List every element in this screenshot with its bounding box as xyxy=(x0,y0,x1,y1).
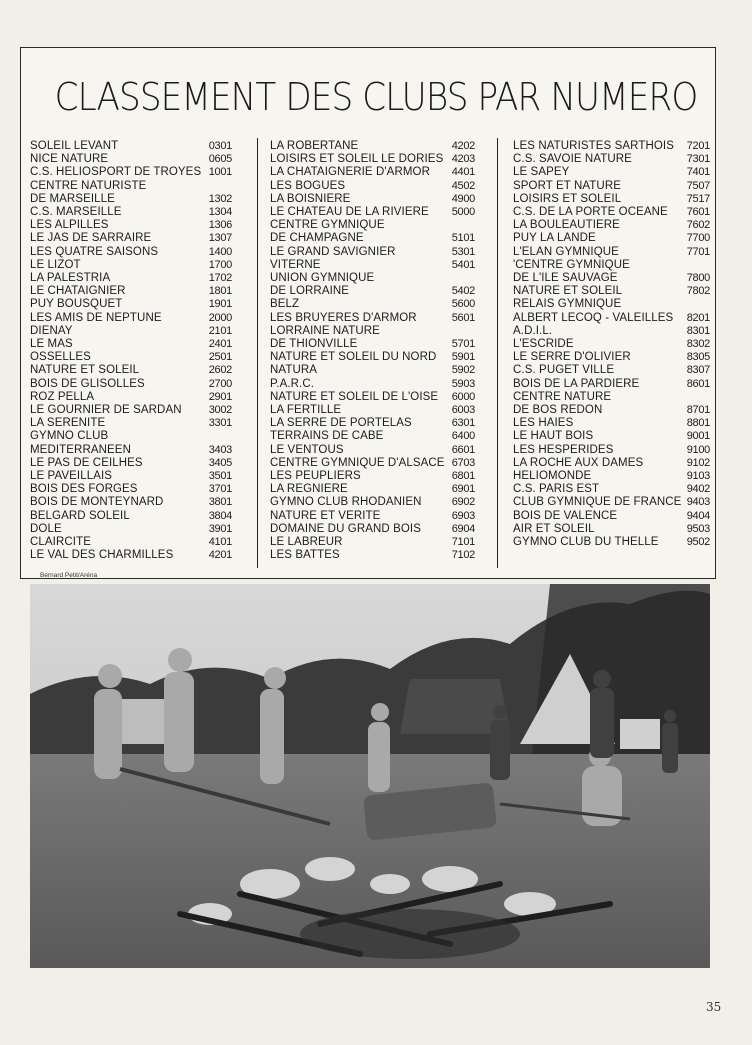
club-name: L'ELAN GYMNIQUE xyxy=(513,245,619,258)
list-item xyxy=(30,444,232,457)
list-item xyxy=(513,272,710,285)
club-number: 5301 xyxy=(451,245,475,258)
list-item xyxy=(513,193,710,206)
list-item xyxy=(270,193,475,206)
club-name: GYMNO CLUB xyxy=(30,430,109,443)
list-item xyxy=(513,430,710,443)
club-name: PUY BOUSQUET xyxy=(30,298,123,311)
club-number: 4900 xyxy=(451,192,475,205)
club-number: 4201 xyxy=(208,549,232,562)
club-number: 3002 xyxy=(208,404,232,417)
club-name: P.A.R.C. xyxy=(270,377,315,390)
list-item xyxy=(513,483,710,496)
club-number: 7602 xyxy=(686,219,710,232)
club-name: GYMNO CLUB RHODANIEN xyxy=(270,496,422,509)
club-name: NICE NATURE xyxy=(30,153,109,166)
club-name: BOIS DES FORGES xyxy=(30,483,138,496)
list-item xyxy=(30,549,232,562)
club-number: 5902 xyxy=(451,364,475,377)
club-number: 4502 xyxy=(451,179,475,192)
list-item xyxy=(270,430,475,443)
club-name: LE CHATEAU DE LA RIVIERE xyxy=(270,206,429,219)
club-name: LE GOURNIER DE SARDAN xyxy=(30,404,182,417)
club-number: 2901 xyxy=(208,390,232,403)
list-item xyxy=(30,338,232,351)
list-item xyxy=(270,378,475,391)
club-name: LE SAPEY xyxy=(513,166,570,179)
list-item xyxy=(270,364,475,377)
club-name: LA BOISNIERE xyxy=(270,192,351,205)
list-item xyxy=(30,298,232,311)
club-name: C.S. SAVOIE NATURE xyxy=(513,153,632,166)
club-number: 2000 xyxy=(208,311,232,324)
club-name: LE GRAND SAVIGNIER xyxy=(270,245,396,258)
club-number: 1702 xyxy=(208,272,232,285)
list-item xyxy=(30,536,232,549)
list-item xyxy=(30,153,232,166)
list-item xyxy=(30,140,232,153)
list-item xyxy=(30,285,232,298)
list-item xyxy=(270,351,475,364)
club-name: LES AMIS DE NEPTUNE xyxy=(30,311,162,324)
club-column-1 xyxy=(30,140,232,563)
club-number: 6903 xyxy=(451,509,475,522)
list-item xyxy=(30,272,232,285)
club-number: 2101 xyxy=(208,324,232,337)
club-name: DOMAINE DU GRAND BOIS xyxy=(270,522,421,535)
list-item xyxy=(513,298,710,311)
club-name: LA PALESTRIA xyxy=(30,272,111,285)
club-name: LA ROCHE AUX DAMES xyxy=(513,456,644,469)
club-name: BELGARD SOLEIL xyxy=(30,509,130,522)
club-name: VITERNE xyxy=(270,258,321,271)
list-item xyxy=(513,391,710,404)
club-number: 1307 xyxy=(208,232,232,245)
club-name: LA SERRE DE PORTELAS xyxy=(270,417,412,430)
list-item xyxy=(513,180,710,193)
club-name: LES PEUPLIERS xyxy=(270,470,361,483)
club-number: 2501 xyxy=(208,351,232,364)
camp-photo xyxy=(30,584,710,968)
list-item xyxy=(30,483,232,496)
club-name: LES ALPILLES xyxy=(30,219,109,232)
list-item xyxy=(513,444,710,457)
club-name: LOISIRS ET SOLEIL LE DORIES xyxy=(270,153,444,166)
club-number: 6601 xyxy=(451,443,475,456)
club-number: 8701 xyxy=(686,404,710,417)
club-name: DIENAY xyxy=(30,324,73,337)
club-number: 7102 xyxy=(451,549,475,562)
list-item xyxy=(513,364,710,377)
list-item xyxy=(270,523,475,536)
club-number: 9001 xyxy=(686,430,710,443)
club-number: 6801 xyxy=(451,470,475,483)
club-number: 5701 xyxy=(451,338,475,351)
club-number: 7401 xyxy=(686,166,710,179)
list-item xyxy=(270,470,475,483)
list-item xyxy=(30,391,232,404)
club-name: NATURE ET SOLEIL xyxy=(30,364,140,377)
list-item xyxy=(270,272,475,285)
club-name: CENTRE GYMNIQUE D'ALSACE xyxy=(270,456,445,469)
club-number: 5601 xyxy=(451,311,475,324)
page-title: CLASSEMENT DES CLUBS PAR NUMERO xyxy=(54,75,698,119)
club-number: 9402 xyxy=(686,483,710,496)
club-number: 3403 xyxy=(208,443,232,456)
club-number: 1400 xyxy=(208,245,232,258)
club-number: 9404 xyxy=(686,509,710,522)
club-number: 8601 xyxy=(686,377,710,390)
club-name: LES BOGUES xyxy=(270,179,346,192)
club-name: LE SERRE D'OLIVIER xyxy=(513,351,631,364)
list-item xyxy=(30,232,232,245)
club-name: LE PAVEILLAIS xyxy=(30,470,113,483)
list-item xyxy=(270,259,475,272)
club-name: LE LIZOT xyxy=(30,258,81,271)
club-name: LA REGNIERE xyxy=(270,483,348,496)
club-number: 7517 xyxy=(686,192,710,205)
club-number: 5000 xyxy=(451,206,475,219)
list-item xyxy=(513,219,710,232)
club-name: LE CHATAIGNIER xyxy=(30,285,126,298)
list-item xyxy=(30,417,232,430)
photo-credit: Bernard Petit/Aréna xyxy=(40,572,98,579)
club-number: 1302 xyxy=(208,192,232,205)
club-number: 4202 xyxy=(451,140,475,152)
club-number: 7101 xyxy=(451,536,475,549)
club-number: 5401 xyxy=(451,258,475,271)
club-number: 9100 xyxy=(686,443,710,456)
club-number: 3301 xyxy=(208,417,232,430)
club-name: C.S. PARIS EST xyxy=(513,483,600,496)
club-name: LES BRUYERES D'ARMOR xyxy=(270,311,417,324)
club-name: C.S. MARSEILLE xyxy=(30,206,122,219)
club-number: 7802 xyxy=(686,285,710,298)
club-name: LE VENTOUS xyxy=(270,443,344,456)
club-name: BOIS DE MONTEYNARD xyxy=(30,496,164,509)
club-name: NATURA xyxy=(270,364,318,377)
club-number: 2700 xyxy=(208,377,232,390)
club-number: 1001 xyxy=(208,166,232,179)
list-item xyxy=(513,140,710,153)
club-number: 7601 xyxy=(686,206,710,219)
list-item xyxy=(513,523,710,536)
list-item xyxy=(30,180,232,193)
club-number: 9502 xyxy=(686,536,710,549)
club-name: A.D.I.L. xyxy=(513,324,553,337)
club-number: 6703 xyxy=(451,456,475,469)
list-item xyxy=(513,510,710,523)
list-item xyxy=(513,166,710,179)
list-item xyxy=(270,180,475,193)
club-number: 4401 xyxy=(451,166,475,179)
club-number: 8201 xyxy=(686,311,710,324)
club-name: LES HESPERIDES xyxy=(513,443,614,456)
club-name: DE LORRAINE xyxy=(270,285,350,298)
club-name: CENTRE NATURE xyxy=(513,390,612,403)
list-item xyxy=(513,404,710,417)
club-name: BOIS DE GLISOLLES xyxy=(30,377,145,390)
club-name: SPORT ET NATURE xyxy=(513,179,622,192)
list-item xyxy=(513,496,710,509)
club-number: 6400 xyxy=(451,430,475,443)
club-number: 6901 xyxy=(451,483,475,496)
club-name: ALBERT LECOQ - VALEILLES xyxy=(513,311,674,324)
list-item xyxy=(513,153,710,166)
club-number: 3405 xyxy=(208,456,232,469)
club-name: LE VAL DES CHARMILLES xyxy=(30,549,174,562)
club-name: DOLE xyxy=(30,522,62,535)
club-name: DE MARSEILLE xyxy=(30,192,115,205)
club-name: LE JAS DE SARRAIRE xyxy=(30,232,152,245)
list-item xyxy=(513,338,710,351)
list-item xyxy=(270,312,475,325)
list-item xyxy=(270,298,475,311)
list-item xyxy=(270,338,475,351)
list-item xyxy=(30,523,232,536)
club-number: 8305 xyxy=(686,351,710,364)
list-item xyxy=(270,483,475,496)
list-item xyxy=(513,285,710,298)
list-item xyxy=(270,219,475,232)
club-number: 6000 xyxy=(451,390,475,403)
list-item xyxy=(270,404,475,417)
club-name: AIR ET SOLEIL xyxy=(513,522,595,535)
club-number: 5402 xyxy=(451,285,475,298)
club-name: DE THIONVILLE xyxy=(270,338,358,351)
club-number: 4101 xyxy=(208,536,232,549)
club-name: PUY LA LANDE xyxy=(513,232,596,245)
list-item xyxy=(270,549,475,562)
list-item xyxy=(270,391,475,404)
club-name: LA FERTILLE xyxy=(270,404,342,417)
club-name: LES HAIES xyxy=(513,417,574,430)
club-number: 9403 xyxy=(686,496,710,509)
list-item xyxy=(270,153,475,166)
column-divider xyxy=(497,138,498,568)
club-number: 8302 xyxy=(686,338,710,351)
list-item xyxy=(30,496,232,509)
club-number: 7800 xyxy=(686,272,710,285)
list-item xyxy=(270,140,475,153)
club-number: 3804 xyxy=(208,509,232,522)
club-name: DE L'ILE SAUVAGE xyxy=(513,272,618,285)
club-number: 5600 xyxy=(451,298,475,311)
list-item xyxy=(513,206,710,219)
list-item xyxy=(30,430,232,443)
club-name: C.S. DE LA PORTE OCEANE xyxy=(513,206,668,219)
club-name: LE LABREUR xyxy=(270,536,343,549)
list-item xyxy=(513,246,710,259)
list-item xyxy=(513,312,710,325)
club-name: NATURE ET VERITE xyxy=(270,509,381,522)
list-item xyxy=(513,351,710,364)
club-number: 6003 xyxy=(451,404,475,417)
list-item xyxy=(270,325,475,338)
club-name: BELZ xyxy=(270,298,300,311)
club-number: 8307 xyxy=(686,364,710,377)
club-number: 8301 xyxy=(686,324,710,337)
club-name: MEDITERRANEEN xyxy=(30,443,131,456)
club-column-3 xyxy=(513,140,710,549)
list-item xyxy=(513,325,710,338)
list-item xyxy=(30,351,232,364)
list-item xyxy=(30,457,232,470)
club-name: GYMNO CLUB DU THELLE xyxy=(513,536,659,549)
club-number: 0301 xyxy=(208,140,232,152)
list-item xyxy=(30,206,232,219)
club-name: DE BOS REDON xyxy=(513,404,603,417)
list-item xyxy=(513,378,710,391)
list-item xyxy=(270,510,475,523)
page-number: 35 xyxy=(706,1000,722,1014)
club-name: DE CHAMPAGNE xyxy=(270,232,364,245)
club-name: LE MAS xyxy=(30,338,73,351)
list-item xyxy=(270,417,475,430)
club-number: 5101 xyxy=(451,232,475,245)
club-name: LA SERENITE xyxy=(30,417,106,430)
club-name: HELIOMONDE xyxy=(513,470,592,483)
club-name: LE HAUT BOIS xyxy=(513,430,594,443)
list-item xyxy=(270,444,475,457)
club-name: TERRAINS DE CABE xyxy=(270,430,384,443)
column-divider xyxy=(257,138,258,568)
club-name: NATURE ET SOLEIL xyxy=(513,285,623,298)
club-number: 5901 xyxy=(451,351,475,364)
club-name: NATURE ET SOLEIL DU NORD xyxy=(270,351,437,364)
club-name: LA ROBERTANE xyxy=(270,140,359,152)
list-item xyxy=(270,206,475,219)
list-item xyxy=(30,219,232,232)
club-name: ROZ PELLA xyxy=(30,390,95,403)
club-number: 5903 xyxy=(451,377,475,390)
list-item xyxy=(30,193,232,206)
club-name: CENTRE NATURISTE xyxy=(30,179,147,192)
list-item xyxy=(30,325,232,338)
club-number: 7201 xyxy=(686,140,710,152)
club-name: OSSELLES xyxy=(30,351,91,364)
club-number: 6902 xyxy=(451,496,475,509)
list-item xyxy=(513,457,710,470)
club-number: 2602 xyxy=(208,364,232,377)
list-item xyxy=(513,259,710,272)
club-number: 3901 xyxy=(208,522,232,535)
list-item xyxy=(30,246,232,259)
list-item xyxy=(270,536,475,549)
club-name: CLAIRCITE xyxy=(30,536,91,549)
club-name: LES BATTES xyxy=(270,549,340,562)
club-column-2 xyxy=(270,140,475,563)
club-name: BOIS DE LA PARDIERE xyxy=(513,377,640,390)
list-item xyxy=(30,470,232,483)
list-item xyxy=(270,457,475,470)
club-name: C.S. PUGET VILLE xyxy=(513,364,615,377)
club-name: LE PAS DE CEILHES xyxy=(30,456,143,469)
list-item xyxy=(30,166,232,179)
club-number: 7301 xyxy=(686,153,710,166)
club-number: 1304 xyxy=(208,206,232,219)
list-item xyxy=(30,378,232,391)
club-number: 2401 xyxy=(208,338,232,351)
club-number: 1700 xyxy=(208,258,232,271)
club-number: 6301 xyxy=(451,417,475,430)
club-number: 7700 xyxy=(686,232,710,245)
list-item xyxy=(513,417,710,430)
club-number: 4203 xyxy=(451,153,475,166)
club-name: 'CENTRE GYMNIQUE xyxy=(513,258,630,271)
list-item xyxy=(30,404,232,417)
club-name: C.S. HELIOSPORT DE TROYES xyxy=(30,166,202,179)
club-number: 7701 xyxy=(686,245,710,258)
list-item xyxy=(270,496,475,509)
list-item xyxy=(513,536,710,549)
club-number: 9503 xyxy=(686,522,710,535)
club-name: NATURE ET SOLEIL DE L'OISE xyxy=(270,390,439,403)
club-number: 9102 xyxy=(686,456,710,469)
club-number: 7507 xyxy=(686,179,710,192)
list-item xyxy=(30,259,232,272)
club-number: 3801 xyxy=(208,496,232,509)
club-name: LES QUATRE SAISONS xyxy=(30,245,159,258)
club-name: LOISIRS ET SOLEIL xyxy=(513,192,622,205)
club-number: 1306 xyxy=(208,219,232,232)
club-name: UNION GYMNIQUE xyxy=(270,272,375,285)
club-name: CENTRE GYMNIQUE xyxy=(270,219,385,232)
club-number: 3701 xyxy=(208,483,232,496)
club-number: 3501 xyxy=(208,470,232,483)
list-item xyxy=(30,510,232,523)
list-item xyxy=(30,364,232,377)
club-number: 1901 xyxy=(208,298,232,311)
club-number: 8801 xyxy=(686,417,710,430)
list-item xyxy=(513,232,710,245)
list-item xyxy=(270,246,475,259)
club-number: 6904 xyxy=(451,522,475,535)
club-number: 0605 xyxy=(208,153,232,166)
list-item xyxy=(513,470,710,483)
list-item xyxy=(270,285,475,298)
club-number: 9103 xyxy=(686,470,710,483)
list-item xyxy=(30,312,232,325)
list-item xyxy=(270,166,475,179)
club-name: BOIS DE VALENCE xyxy=(513,509,618,522)
club-name: LORRAINE NATURE xyxy=(270,324,380,337)
club-name: LES NATURISTES SARTHOIS xyxy=(513,140,674,152)
club-number: 1801 xyxy=(208,285,232,298)
club-name: RELAIS GYMNIQUE xyxy=(513,298,622,311)
list-item xyxy=(270,232,475,245)
club-name: LA CHATAIGNERIE D'ARMOR xyxy=(270,166,430,179)
club-name: LA BOULEAUTIERE xyxy=(513,219,620,232)
club-name: CLUB GYMNIQUE DE FRANCE xyxy=(513,496,682,509)
club-name: L'ESCRIDE xyxy=(513,338,574,351)
club-name: SOLEIL LEVANT xyxy=(30,140,119,152)
